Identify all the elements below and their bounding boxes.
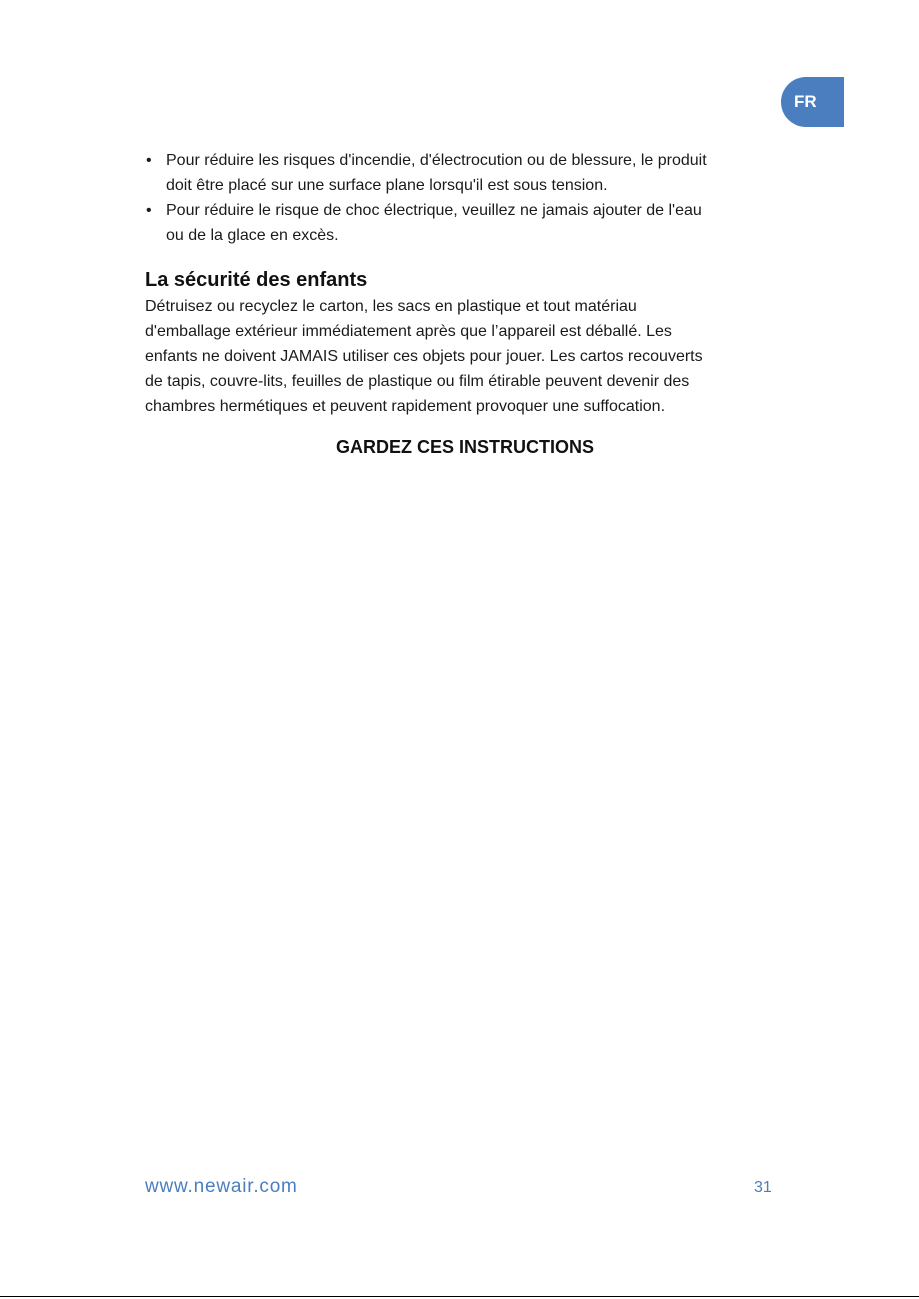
paragraph-line: chambres hermétiques et peuvent rapidement provoquer une suffocation. [145, 398, 666, 415]
keep-instructions-heading: GARDEZ CES INSTRUCTIONS [335, 437, 594, 457]
paragraph-line: Détruisez ou recyclez le carton, les sacs en plastique et tout matériau [145, 298, 637, 315]
page-number: 31 [754, 1179, 772, 1196]
language-tab: FR [781, 77, 844, 127]
child-safety-heading: La sécurité des enfants [145, 269, 368, 291]
bullet-marker: • [146, 202, 152, 219]
paragraph-line: d'emballage extérieur immédiatement après que l’appareil est déballé. Les [145, 323, 672, 340]
child-safety-paragraph [145, 294, 785, 419]
paragraph-line: enfants ne doivent JAMAIS utiliser ces objets pour jouer. Les cartos recouverts [145, 348, 703, 365]
bullet-item [145, 148, 785, 198]
bullet-item [145, 198, 785, 248]
safety-bullet-list [145, 148, 785, 248]
paragraph-line: de tapis, couvre-lits, feuilles de plastique ou film étirable peuvent devenir des [145, 373, 690, 390]
bullet-line: doit être placé sur une surface plane lorsqu'il est sous tension. [166, 177, 608, 194]
page-content [145, 148, 785, 460]
bullet-line: ou de la glace en excès. [166, 227, 339, 244]
page-bottom-divider [0, 1296, 919, 1297]
bullet-line: Pour réduire le risque de choc électrique, veuillez ne jamais ajouter de l'eau [166, 202, 702, 219]
footer-website-link[interactable]: www.newair.com [145, 1176, 298, 1197]
bullet-marker: • [146, 152, 152, 169]
bullet-line: Pour réduire les risques d'incendie, d'électrocution ou de blessure, le produit [166, 152, 707, 169]
